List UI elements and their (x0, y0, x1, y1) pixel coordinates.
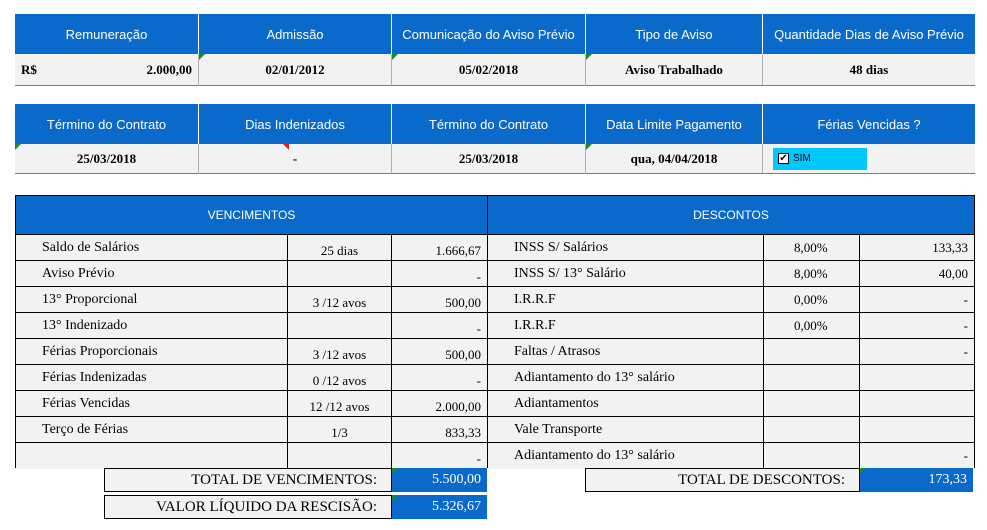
comment-marker-icon (15, 144, 21, 150)
qtd-dias-aviso-field[interactable] (763, 54, 975, 86)
desconto-row (488, 365, 974, 391)
vencimento-ref[interactable]: 1/3 (288, 417, 392, 442)
vencimento-row (16, 287, 487, 313)
vencimento-row (16, 391, 487, 417)
desconto-row (488, 261, 974, 287)
vencimento-row (16, 365, 487, 391)
vencimento-ref[interactable]: 3 /12 avos (288, 339, 392, 364)
desconto-rate[interactable] (764, 391, 860, 416)
termino-contrato-2-field[interactable] (392, 144, 586, 174)
vencimentos-header: VENCIMENTOS (16, 196, 487, 234)
vencimento-value: - (476, 451, 481, 466)
currency-symbol: R$ (21, 61, 37, 77)
vencimento-label: 13° Proporcional (16, 287, 288, 312)
desconto-value (860, 391, 974, 416)
vencimento-ref[interactable]: 0 /12 avos (288, 365, 392, 390)
vencimento-row (16, 313, 487, 339)
label-data-limite-pagamento: Data Limite Pagamento (586, 104, 763, 144)
vencimento-label (16, 443, 288, 469)
desconto-rate[interactable] (764, 339, 860, 364)
valor-liquido-label: VALOR LÍQUIDO DA RESCISÃO: (104, 495, 392, 519)
desconto-value: - (963, 317, 968, 333)
header1-labels (15, 14, 975, 54)
tipo-aviso-value: Aviso Trabalhado (625, 61, 723, 77)
desconto-rate[interactable]: 0,00% (764, 313, 860, 338)
total-descontos-value[interactable] (860, 468, 973, 492)
vencimento-value: 833,33 (445, 424, 481, 440)
desconto-label: Adiantamentos (488, 391, 764, 416)
ferias-vencidas-field (763, 144, 975, 174)
desconto-row (488, 391, 974, 417)
comunicacao-aviso-field[interactable] (392, 54, 586, 86)
valor-liquido-row (104, 495, 487, 519)
checkbox-checked-icon[interactable]: ✔ (779, 153, 788, 164)
header2-labels (15, 104, 975, 144)
label-tipo-aviso: Tipo de Aviso (586, 14, 763, 54)
vencimento-ref[interactable] (288, 313, 392, 338)
total-vencimentos-row (104, 468, 487, 492)
comment-marker-icon (586, 54, 592, 60)
desconto-label: INSS S/ 13° Salário (488, 261, 764, 286)
desconto-rate[interactable]: 8,00% (764, 261, 860, 286)
vencimento-label: Férias Indenizadas (16, 365, 288, 390)
vencimento-value: - (476, 372, 481, 388)
header1-values (15, 54, 975, 86)
total-descontos-row (585, 468, 973, 492)
vencimento-ref[interactable] (288, 261, 392, 286)
remuneracao-field[interactable] (15, 54, 199, 86)
label-ferias-vencidas: Férias Vencidas ? (817, 116, 921, 132)
desconto-label: Adiantamento do 13° salário (488, 443, 764, 469)
total-vencimentos-text: 5.500,00 (432, 472, 481, 487)
dias-indenizados-field[interactable] (199, 144, 392, 174)
vencimento-value: - (476, 268, 481, 284)
desconto-value: - (963, 343, 968, 359)
desconto-value (860, 417, 974, 442)
checkbox-label: SIM (793, 153, 811, 164)
vencimento-ref[interactable]: 3 /12 avos (288, 287, 392, 312)
desconto-row (488, 339, 974, 365)
total-descontos-text: 173,33 (928, 472, 967, 487)
vencimento-row (16, 443, 487, 469)
ferias-vencidas-checkbox[interactable] (773, 148, 867, 170)
desconto-rate[interactable] (764, 365, 860, 390)
vencimento-ref[interactable] (288, 443, 392, 469)
data-limite-field[interactable] (586, 144, 763, 174)
vencimento-value: 500,00 (445, 346, 481, 362)
label-comunicacao-aviso: Comunicação do Aviso Prévio (392, 14, 586, 54)
desconto-row (488, 313, 974, 339)
comment-marker-icon (586, 144, 592, 150)
qtd-dias-aviso-value: 48 dias (849, 61, 889, 77)
desconto-row (488, 287, 974, 313)
vencimento-row (16, 417, 487, 443)
desconto-label: I.R.R.F (488, 287, 764, 312)
data-limite-value: qua, 04/04/2018 (630, 150, 718, 166)
vencimento-row (16, 235, 487, 261)
remuneracao-value: 2.000,00 (146, 61, 192, 77)
label-termino-contrato: Término do Contrato (15, 104, 199, 144)
label-remuneracao: Remuneração (15, 14, 199, 54)
desconto-rate[interactable] (764, 443, 860, 469)
desconto-rate[interactable]: 8,00% (764, 235, 860, 260)
desconto-value: - (963, 291, 968, 307)
total-vencimentos-value[interactable] (392, 468, 487, 492)
vencimento-label: Terço de Férias (16, 417, 288, 442)
comment-marker-icon (392, 468, 398, 474)
desconto-value: 40,00 (938, 265, 968, 281)
desconto-value: - (963, 448, 968, 463)
termino-contrato-field[interactable] (15, 144, 199, 174)
label-admissao: Admissão (199, 14, 392, 54)
label-qtd-dias-aviso: Quantidade Dias de Aviso Prévio (774, 26, 964, 42)
dias-indenizados-value: - (292, 150, 298, 166)
comment-marker-icon (392, 495, 398, 501)
valor-liquido-value[interactable] (392, 495, 487, 519)
desconto-label: Faltas / Atrasos (488, 339, 764, 364)
comment-indicator-icon (283, 144, 289, 150)
total-vencimentos-label: TOTAL DE VENCIMENTOS: (104, 468, 392, 492)
tipo-aviso-field[interactable] (586, 54, 763, 86)
total-descontos-label: TOTAL DE DESCONTOS: (585, 468, 860, 492)
vencimento-label: Férias Proporcionais (16, 339, 288, 364)
descontos-header: DESCONTOS (488, 196, 974, 234)
vencimento-value: 500,00 (445, 294, 481, 310)
label-dias-indenizados: Dias Indenizados (199, 104, 392, 144)
desconto-rate[interactable] (764, 417, 860, 442)
desconto-label: Adiantamento do 13° salário (488, 365, 764, 390)
desconto-label: I.R.R.F (488, 313, 764, 338)
termino-contrato-value: 25/03/2018 (76, 150, 137, 166)
admissao-value: 02/01/2012 (265, 61, 325, 77)
vencimento-row (16, 339, 487, 365)
vencimento-value: 1.666,67 (435, 242, 481, 258)
comment-marker-icon (392, 54, 398, 60)
desconto-rate[interactable]: 0,00% (764, 287, 860, 312)
comment-marker-icon (860, 468, 866, 474)
desconto-value: 133,33 (932, 239, 968, 255)
desconto-row (488, 235, 974, 261)
vencimento-ref[interactable]: 12 /12 avos (288, 391, 392, 416)
vencimento-label: Férias Vencidas (16, 391, 288, 416)
admissao-field[interactable] (199, 54, 392, 86)
header2-values (15, 144, 975, 174)
vencimento-label: Saldo de Salários (16, 235, 288, 260)
desconto-row (488, 417, 974, 443)
vencimento-row (16, 261, 487, 287)
desconto-label: Vale Transporte (488, 417, 764, 442)
desconto-row (488, 443, 974, 469)
vencimento-label: 13° Indenizado (16, 313, 288, 338)
comment-marker-icon (199, 54, 205, 60)
vencimento-value: - (476, 320, 481, 336)
vencimento-value: 2.000,00 (435, 398, 481, 414)
label-termino-contrato-2: Término do Contrato (392, 104, 586, 144)
comunicacao-aviso-value: 05/02/2018 (458, 61, 519, 77)
vencimento-label: Aviso Prévio (16, 261, 288, 286)
desconto-value (860, 365, 974, 390)
vencimento-ref[interactable]: 25 dias (288, 235, 392, 260)
desconto-label: INSS S/ Salários (488, 235, 764, 260)
termino-contrato-2-value: 25/03/2018 (458, 150, 519, 166)
valor-liquido-text: 5.326,67 (432, 499, 481, 514)
